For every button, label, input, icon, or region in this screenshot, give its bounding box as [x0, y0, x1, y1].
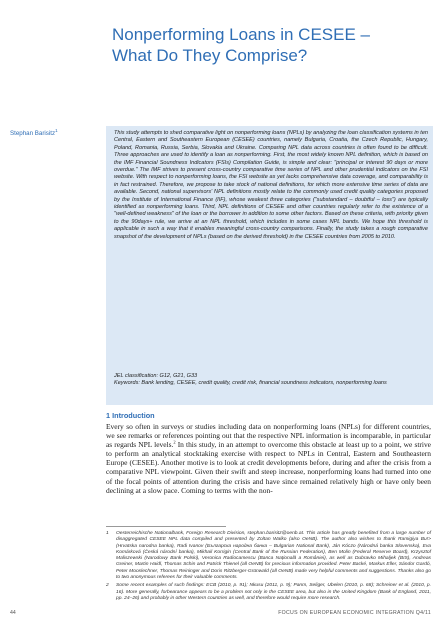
footnote — [106, 583, 431, 602]
footnote-text: Oesterreichische Nationalbank, Foreign Research Division, stephan.barisitz@oenb.at. This article has greatly benefited from a large number of disaggregated CESEE NPL data compiled and presented by Zoltan Walko (also OeNB). The author also wishes to thank Ramigiya Bu!> (Hrvatska narodna banka), Radi Ivanov (Българска народна банка – Bulgarian National Bank), Ján Kóczo (Národná banka Slovenska), Eva Komárková (Česká národní banka), Mikhail Korrigin (Central Bank of the Russian Federation), Ben Molin (Federal Reserve Board), Krzysztof Maliszewski (Narodowy Bank Polski), Veronica Radiocamescu (Banca Națională a României), as well as Dubravko Mihaljek (BIS), Andreas Greiner, Martin Haidl, Thomas Schin and Patrick Thienel (all OeNB) for precious information provided. Peter Backé, Markus Eller, Sándor Gardó, Peter Mooslechner, Thomas Reininger and Doris Ritzberger-Grünwald (all OeNB) made very helpful comments and suggestions. Thanks also go to two anonymous referees for their valuable comments. — [116, 531, 431, 581]
footnote-number: 1 — [106, 531, 109, 536]
abstract-text: This study attempts to shed comparative light on nonperforming loans (NPLs) by analyzing the loan classification systems in ten Central, Eastern and Southeastern European (CESEE) countries, namely Bulgaria, Croatia, the Czech Republic, Hungary, Poland, Romania, Russia, Serbia, Slovakia and Ukraine. Comparing NPL data across countries is often found to be difficult. Three approaches are used to identify a loan as nonperforming. First, the most widely known NPL definition, which is based on the IMF Financial Soundness Indicators (FSIs) Compilation Guide, is simple and clear: "principal or interest 90 days or more overdue." The IMF strives to present cross-country comparative time series of NPL and other prudential indicators on the FSI website. With respect to nonperforming loans, the FSI website as yet lacks comprehensive data coverage, and comparability is in fact restrained. Therefore, we propose to take stock of national definitions, for which more extensive time series of data are available. Second, national supervisors' NPL definitions mostly relate to the commonly used credit quality categories proposed by the Institute of International Finance (IIF), whose weakest three categories ("substandard – doubtful – loss") are typically identified as nonperforming loans. Third, NPL definitions of CESEE and other countries regularly refer to the existence of a "well-defined weakness" of the loan or the borrower in addition to some other factors. Based on these criteria, with priority given to the 90days+ rule, we arrive at an NPL threshold, which includes in some cases NPL bands. We hope this threshold is applicable in such a way that it enables meaningful cross-country comparisons. Finally, the study takes a rough comparative snapshot of the development of NPLs (based on the derived threshold) in the CESEE countries from 2005 to 2010. — [114, 130, 428, 240]
author-text: Stephan Barisitz — [10, 130, 56, 137]
footnote-divider — [106, 526, 226, 527]
section-heading: 1 Introduction — [106, 411, 155, 420]
footnote-number: 2 — [106, 583, 109, 589]
title-line-1: Nonperforming Loans in CESEE – — [112, 25, 370, 44]
jel-block — [114, 373, 428, 388]
keywords: Keywords: Bank lending, CESEE, credit quality, credit risk, financial soundness indicators, nonperforming loans — [114, 380, 387, 387]
body-footnote-marker: 2 — [173, 439, 176, 445]
title-line-2: What Do They Comprise? — [112, 46, 308, 65]
top-rule — [0, 0, 447, 4]
author-footnote-marker: 1 — [55, 127, 58, 133]
body-text-part-2: In this study, in an attempt to overcome this obstacle at least up to a point, we strive to perform an analytical stocktaking exercise with respect to NPLs in Central, Eastern and Southeastern Europe (CESEE). Another motive is to look at credit developments before, during and after the crisis from a comparative NPL viewpoint. Given their swift and steep increase, nonperforming loans had turned into one of the focal points of attention during the crisis and have since remained relatively high or have only been declining at a slow pace. Coming to terms with the non- — [106, 440, 431, 495]
body-paragraph — [106, 422, 431, 495]
running-footer: FOCUS ON EUROPEAN ECONOMIC INTEGRATION Q4/11 — [278, 610, 431, 616]
article-title — [112, 24, 432, 66]
footnote — [106, 531, 431, 581]
footnote-text: Some recent examples of such findings: ECB (2010, p. 91); Nkusu (2011, p. 9); Panm, Seliger, Ubelen (2010, p. 68); Schreiner et al. (2010, p. 16). More generally, forbearance appears to be a problem not only in the CESEE area, but also in the United Kingdom (Bank of England, 2011, pp. 24–26) and probably in other Western countries as well, and therefore would require more research. — [116, 583, 431, 601]
footnotes — [106, 531, 431, 604]
page-number: 44 — [10, 610, 16, 616]
author-name — [10, 127, 110, 138]
body-text-part-1: Every so often in surveys or studies including data on nonperforming loans (NPLs) for different countries, we see remarks or references pointing out that the respective NPL information is incomparable, in particular as regards NPL levels. — [106, 422, 431, 450]
jel-classification: JEL classification: G12, G21, G33 — [114, 373, 198, 379]
